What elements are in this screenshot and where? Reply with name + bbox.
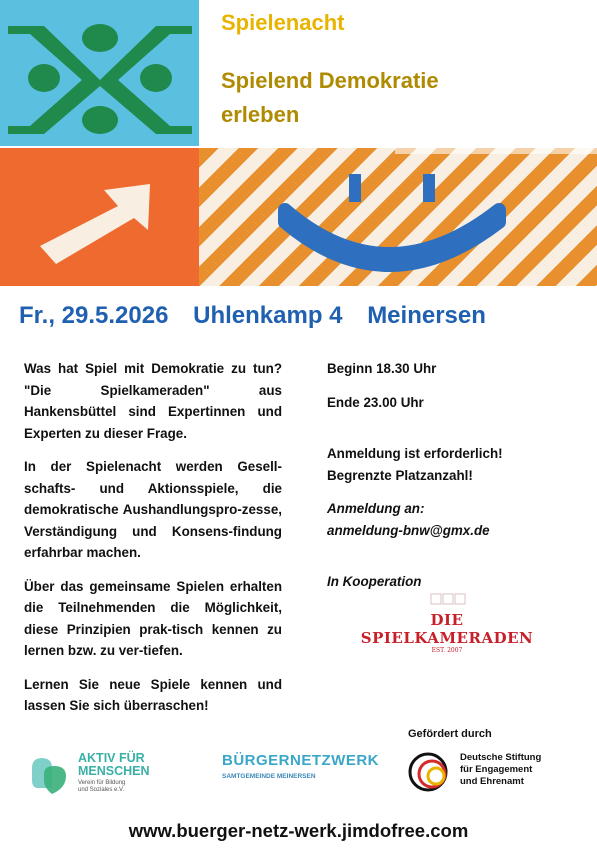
arrow-up-right-icon <box>0 148 199 286</box>
stiftung-name <box>460 752 541 788</box>
stiftung-line-2: für Engagement <box>460 764 533 775</box>
description-paragraph: Lernen Sie neue Spiele kennen und lassen Sie sich überraschen! <box>24 676 282 713</box>
game-x-icon <box>0 0 199 146</box>
cooperation-label: In Kooperation <box>327 574 422 589</box>
registration-label: Anmeldung an: <box>327 501 425 516</box>
buergernetzwerk-logo <box>222 752 379 796</box>
begin-time: Beginn 18.30 Uhr <box>327 361 437 376</box>
end-time: Ende 23.00 Uhr <box>327 394 424 410</box>
stiftung-rings-icon <box>406 748 454 796</box>
event-subtitle-line-1: Spielend Demokratie <box>221 68 439 93</box>
aktiv-subtitle-line-1: Verein für Bildung <box>78 780 126 786</box>
striped-smile-tile <box>199 148 597 286</box>
event-date: Fr., 29.5.2026 <box>19 302 169 329</box>
website-url[interactable]: www.buerger-netz-werk.jimdofree.com <box>128 820 469 841</box>
stiftung-line-1: Deutsche Stiftung <box>460 752 542 763</box>
description-paragraph: In der Spielenacht werden Gesell-schafts- und Aktionsspiele, die demokratische Aushandlungspro-zesse, Verständigung und Konsens-findung erfahrbar machen. <box>24 459 282 560</box>
hearts-icon <box>28 754 72 798</box>
x-symbol-tile <box>0 0 199 146</box>
event-date-location <box>19 302 589 330</box>
aktiv-title-line-2: MENSCHEN <box>78 764 150 778</box>
buergernetzwerk-subtitle: SAMTGEMEINDE MEINERSEN <box>222 773 316 780</box>
event-title: Spielenacht <box>221 10 345 35</box>
aktiv-title <box>78 752 150 778</box>
aktiv-subtitle <box>78 780 125 794</box>
event-description <box>24 358 282 729</box>
event-subtitle-line-2: erleben <box>221 102 300 127</box>
aktiv-fuer-menschen-logo <box>28 752 178 802</box>
event-town: Meinersen <box>367 302 486 329</box>
stiftung-line-3: und Ehrenamt <box>460 776 524 787</box>
spielkameraden-name: DIE SPIELKAMERADEN <box>360 611 534 647</box>
event-street: Uhlenkamp 4 <box>193 302 343 329</box>
smile-icon <box>199 148 597 286</box>
stiftung-logo <box>406 748 586 796</box>
registration-required: Anmeldung ist erforderlich! <box>327 446 503 461</box>
aktiv-title-line-1: AKTIV FÜR <box>78 751 145 765</box>
limited-seats: Begrenzte Platzanzahl! <box>327 467 473 483</box>
dice-icon <box>427 592 467 606</box>
funded-by-label: Gefördert durch <box>408 728 492 740</box>
description-paragraph: Über das gemeinsame Spielen erhalten die Teilnehmenden die Möglichkeit, diese Prinzipien prak-tisch kennen zu lernen bzw. zu ver-tiefen. <box>24 578 282 658</box>
buergernetzwerk-title: BÜRGERNETZWERK <box>222 752 379 769</box>
aktiv-subtitle-line-2: und Soziales e.V. <box>78 787 125 793</box>
description-paragraph: Was hat Spiel mit Demokratie zu tun? "Die Spielkameraden" aus Hankensbüttel sind Expertinnen und Experten zu dieser Frage. <box>24 361 282 441</box>
spielkameraden-est: EST. 2007 <box>431 647 463 654</box>
spielkameraden-logo <box>352 592 542 654</box>
arrow-tile <box>0 148 199 286</box>
event-subtitle <box>221 64 561 132</box>
registration-email[interactable]: anmeldung-bnw@gmx.de <box>327 522 490 538</box>
event-info <box>327 358 577 593</box>
